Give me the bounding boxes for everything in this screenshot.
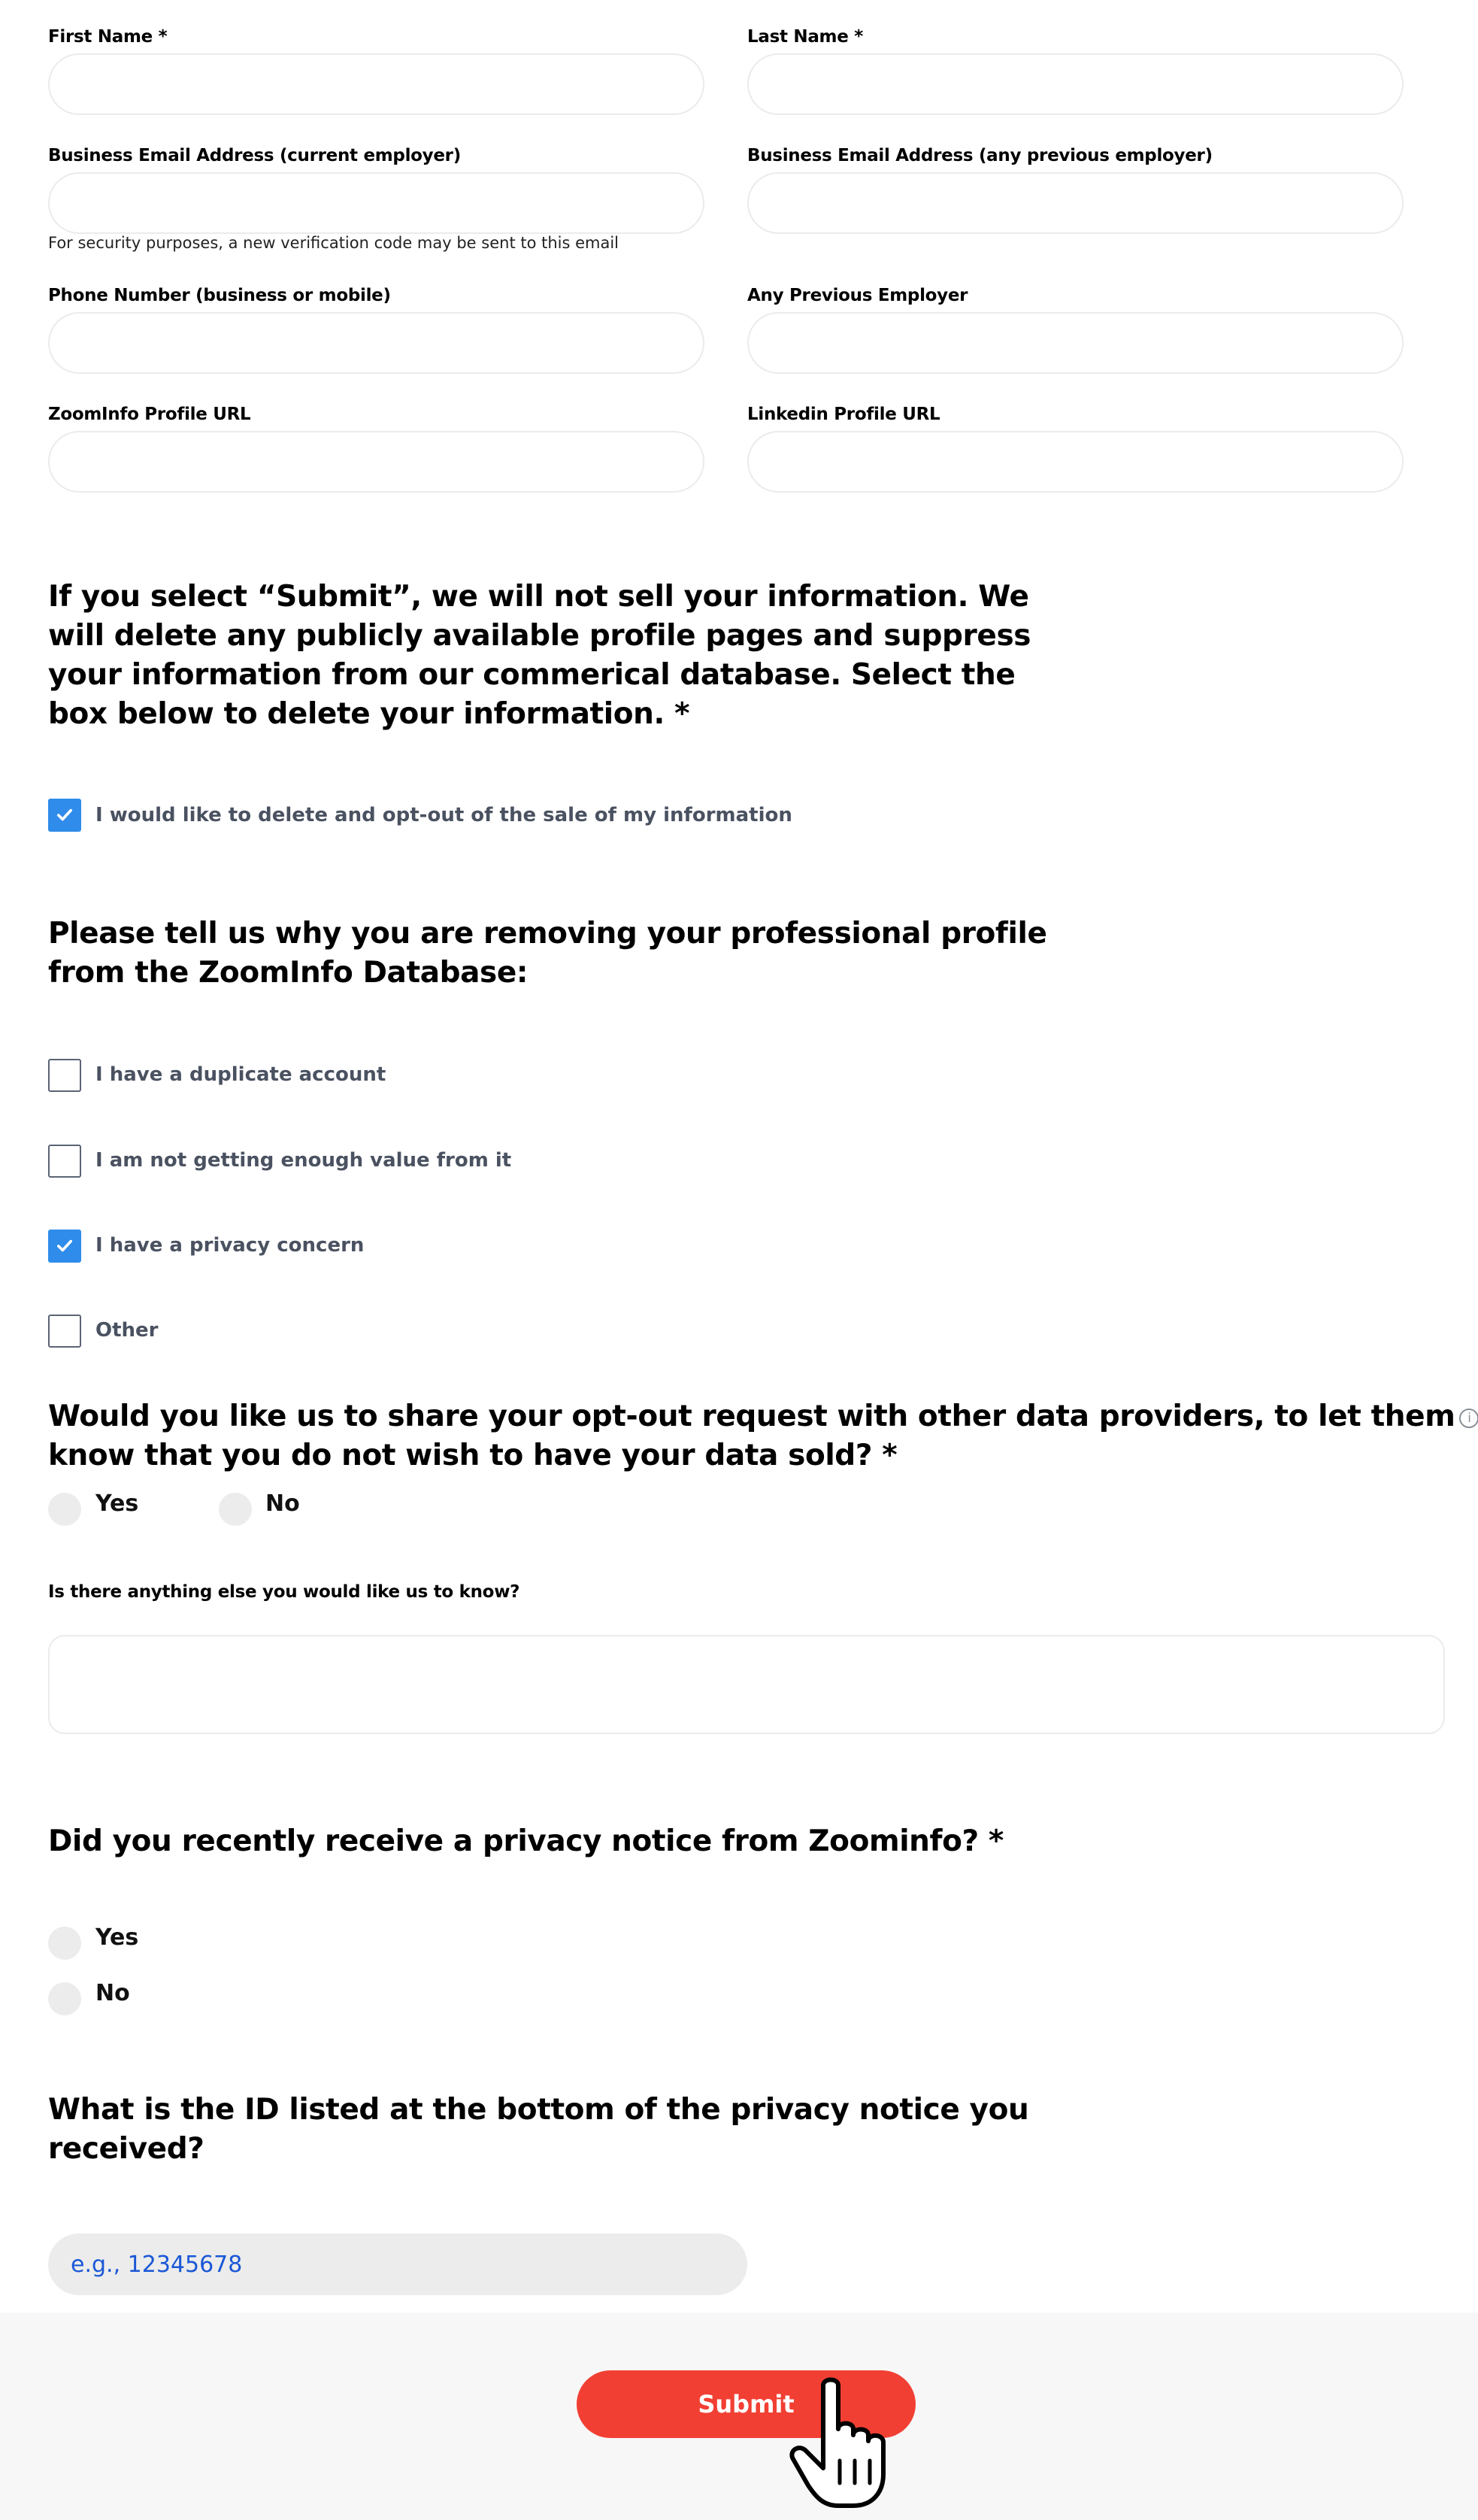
reasons-heading: [48, 914, 1047, 993]
reason-privacy-checkbox[interactable]: [48, 1230, 81, 1263]
previous-email-label: Business Email Address (any previous employer): [747, 146, 1213, 165]
notice-id-placeholder: e.g., 12345678: [71, 2251, 243, 2278]
reason-value-checkbox[interactable]: [48, 1145, 81, 1178]
first-name-label: First Name *: [48, 27, 168, 47]
business-email-label: Business Email Address (current employer): [48, 146, 461, 165]
linkedin-url-field[interactable]: [747, 431, 1404, 493]
zoominfo-url-label: ZoomInfo Profile URL: [48, 405, 251, 424]
first-name-field[interactable]: [48, 53, 704, 115]
share-heading-line: [48, 1397, 1478, 1436]
delete-optout-checkbox[interactable]: [48, 799, 81, 832]
share-heading-line: know that you do not wish to have your data sold? *: [48, 1439, 898, 1472]
reason-value-label: I am not getting enough value from it: [95, 1149, 512, 1172]
delete-heading-line: box below to delete your information. *: [48, 697, 690, 731]
share-heading-text: Would you like us to share your opt-out request with other data providers, to let them: [48, 1399, 1455, 1433]
notice-no-label: No: [95, 1980, 130, 2006]
reasons-heading-line: from the ZoomInfo Database:: [48, 956, 529, 990]
delete-heading-line: will delete any publicly available profile pages and suppress: [48, 619, 1031, 653]
reason-privacy-label: I have a privacy concern: [95, 1234, 365, 1257]
share-yes-label: Yes: [95, 1490, 139, 1517]
email-helper-text: For security purposes, a new verification code may be sent to this email: [48, 234, 619, 252]
phone-label: Phone Number (business or mobile): [48, 286, 391, 305]
submit-label: Submit: [698, 2390, 795, 2418]
previous-email-field[interactable]: [747, 172, 1404, 234]
last-name-label: Last Name *: [747, 27, 863, 47]
share-no-radio[interactable]: [219, 1493, 252, 1526]
previous-employer-label: Any Previous Employer: [747, 286, 968, 305]
share-heading: [48, 1397, 1478, 1475]
reason-duplicate-checkbox[interactable]: [48, 1059, 81, 1092]
notice-id-heading-line: received?: [48, 2132, 204, 2166]
business-email-field[interactable]: [48, 172, 704, 234]
phone-field[interactable]: [48, 312, 704, 374]
previous-employer-field[interactable]: [747, 312, 1404, 374]
notice-id-heading-line: What is the ID listed at the bottom of the privacy notice you: [48, 2093, 1029, 2127]
delete-optout-label: I would like to delete and opt-out of the sale of my information: [95, 804, 792, 826]
zoominfo-url-field[interactable]: [48, 431, 704, 493]
delete-heading-line: your information from our commerical database. Select the: [48, 658, 1016, 692]
notice-heading: Did you recently receive a privacy notice from Zoominfo? *: [48, 1824, 1004, 1858]
delete-heading-line: If you select “Submit”, we will not sell your information. We: [48, 580, 1029, 614]
reason-other-checkbox[interactable]: [48, 1315, 81, 1348]
delete-heading: [48, 578, 1031, 734]
anything-else-label: Is there anything else you would like us to know?: [48, 1582, 520, 1602]
notice-yes-label: Yes: [95, 1924, 139, 1951]
anything-else-textarea[interactable]: [48, 1635, 1445, 1734]
reason-other-label: Other: [95, 1319, 159, 1342]
linkedin-url-label: Linkedin Profile URL: [747, 405, 940, 424]
notice-no-radio[interactable]: [48, 1982, 81, 2015]
reasons-heading-line: Please tell us why you are removing your professional profile: [48, 917, 1047, 951]
hand-pointer-icon: [786, 2376, 898, 2512]
last-name-field[interactable]: [747, 53, 1404, 115]
notice-yes-radio[interactable]: [48, 1927, 81, 1960]
share-no-label: No: [265, 1490, 300, 1517]
share-yes-radio[interactable]: [48, 1493, 81, 1526]
reason-duplicate-label: I have a duplicate account: [95, 1063, 386, 1086]
info-icon[interactable]: i: [1459, 1409, 1478, 1428]
notice-id-heading: [48, 2091, 1028, 2169]
notice-id-input[interactable]: [48, 2233, 747, 2295]
